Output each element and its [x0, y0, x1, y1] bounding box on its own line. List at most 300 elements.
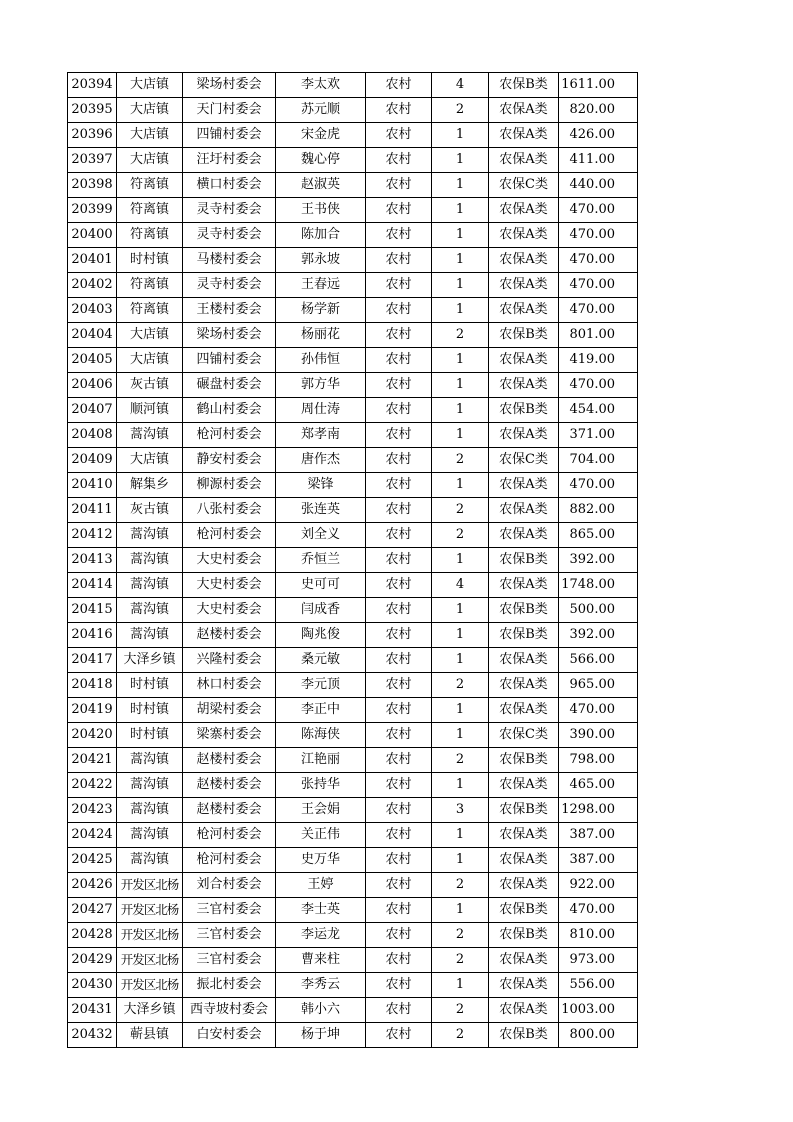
- village-committee-cell: 八张村委会: [183, 498, 276, 523]
- household-type-cell: 农村: [366, 273, 432, 298]
- amount-cell: 470.00: [559, 223, 638, 248]
- record-id-cell: 20419: [68, 698, 117, 723]
- record-id-cell: 20397: [68, 148, 117, 173]
- town-cell: 顺河镇: [117, 398, 183, 423]
- amount-cell: 1003.00: [559, 998, 638, 1023]
- insurance-class-cell: 农保A类: [489, 348, 559, 373]
- insurance-class-cell: 农保A类: [489, 473, 559, 498]
- table-row: [68, 148, 638, 173]
- town-cell: 蒿沟镇: [117, 798, 183, 823]
- member-count-cell: 1: [432, 848, 489, 873]
- record-id-cell: 20409: [68, 448, 117, 473]
- village-committee-cell: 枪河村委会: [183, 523, 276, 548]
- insurance-class-cell: 农保A类: [489, 698, 559, 723]
- insurance-class-cell: 农保C类: [489, 173, 559, 198]
- insurance-class-cell: 农保A类: [489, 423, 559, 448]
- member-count-cell: 1: [432, 223, 489, 248]
- town-cell: 灰古镇: [117, 373, 183, 398]
- household-type-cell: 农村: [366, 698, 432, 723]
- village-committee-cell: 兴隆村委会: [183, 648, 276, 673]
- household-type-cell: 农村: [366, 148, 432, 173]
- record-id-cell: 20395: [68, 98, 117, 123]
- record-id-cell: 20411: [68, 498, 117, 523]
- name-cell: 周仕涛: [276, 398, 366, 423]
- table-row: [68, 298, 638, 323]
- village-committee-cell: 灵寺村委会: [183, 273, 276, 298]
- town-cell: 灰古镇: [117, 498, 183, 523]
- amount-cell: 865.00: [559, 523, 638, 548]
- amount-cell: 470.00: [559, 198, 638, 223]
- name-cell: 孙伟恒: [276, 348, 366, 373]
- household-type-cell: 农村: [366, 423, 432, 448]
- table-row: [68, 698, 638, 723]
- name-cell: 张持华: [276, 773, 366, 798]
- record-id-cell: 20399: [68, 198, 117, 223]
- town-cell: 蒿沟镇: [117, 773, 183, 798]
- insurance-class-cell: 农保A类: [489, 223, 559, 248]
- table-row: [68, 198, 638, 223]
- insurance-class-cell: 农保A类: [489, 948, 559, 973]
- household-type-cell: 农村: [366, 923, 432, 948]
- insurance-class-cell: 农保B类: [489, 623, 559, 648]
- household-type-cell: 农村: [366, 298, 432, 323]
- table-row: [68, 598, 638, 623]
- record-id-cell: 20413: [68, 548, 117, 573]
- table-row: [68, 523, 638, 548]
- village-committee-cell: 胡梁村委会: [183, 698, 276, 723]
- amount-cell: 470.00: [559, 298, 638, 323]
- table-row: [68, 748, 638, 773]
- insurance-class-cell: 农保B类: [489, 898, 559, 923]
- town-cell: 开发区北杨: [117, 898, 183, 923]
- village-committee-cell: 梁场村委会: [183, 73, 276, 98]
- record-id-cell: 20406: [68, 373, 117, 398]
- member-count-cell: 1: [432, 248, 489, 273]
- record-id-cell: 20394: [68, 73, 117, 98]
- table-row: [68, 923, 638, 948]
- insurance-class-cell: 农保B类: [489, 73, 559, 98]
- town-cell: 时村镇: [117, 723, 183, 748]
- member-count-cell: 2: [432, 748, 489, 773]
- town-cell: 符离镇: [117, 298, 183, 323]
- amount-cell: 798.00: [559, 748, 638, 773]
- amount-cell: 440.00: [559, 173, 638, 198]
- name-cell: 杨学新: [276, 298, 366, 323]
- town-cell: 蒿沟镇: [117, 848, 183, 873]
- member-count-cell: 2: [432, 998, 489, 1023]
- record-id-cell: 20420: [68, 723, 117, 748]
- town-cell: 符离镇: [117, 223, 183, 248]
- household-type-cell: 农村: [366, 798, 432, 823]
- table-row: [68, 823, 638, 848]
- insurance-class-cell: 农保A类: [489, 998, 559, 1023]
- household-type-cell: 农村: [366, 973, 432, 998]
- village-committee-cell: 林口村委会: [183, 673, 276, 698]
- town-cell: 蒿沟镇: [117, 573, 183, 598]
- record-id-cell: 20405: [68, 348, 117, 373]
- village-committee-cell: 梁寨村委会: [183, 723, 276, 748]
- insurance-class-cell: 农保B类: [489, 398, 559, 423]
- village-committee-cell: 赵楼村委会: [183, 623, 276, 648]
- record-id-cell: 20431: [68, 998, 117, 1023]
- name-cell: 刘全义: [276, 523, 366, 548]
- record-id-cell: 20417: [68, 648, 117, 673]
- village-committee-cell: 大史村委会: [183, 548, 276, 573]
- record-id-cell: 20422: [68, 773, 117, 798]
- insurance-class-cell: 农保A类: [489, 648, 559, 673]
- member-count-cell: 1: [432, 473, 489, 498]
- insurance-class-cell: 农保A类: [489, 673, 559, 698]
- name-cell: 杨丽花: [276, 323, 366, 348]
- insurance-class-cell: 农保B类: [489, 598, 559, 623]
- name-cell: 曹来柱: [276, 948, 366, 973]
- amount-cell: 387.00: [559, 823, 638, 848]
- household-type-cell: 农村: [366, 848, 432, 873]
- amount-cell: 426.00: [559, 123, 638, 148]
- village-committee-cell: 三官村委会: [183, 948, 276, 973]
- name-cell: 张连英: [276, 498, 366, 523]
- household-type-cell: 农村: [366, 873, 432, 898]
- record-id-cell: 20430: [68, 973, 117, 998]
- member-count-cell: 1: [432, 548, 489, 573]
- member-count-cell: 2: [432, 948, 489, 973]
- table-row: [68, 723, 638, 748]
- member-count-cell: 1: [432, 698, 489, 723]
- amount-cell: 704.00: [559, 448, 638, 473]
- name-cell: 郑孝南: [276, 423, 366, 448]
- name-cell: 乔恒兰: [276, 548, 366, 573]
- name-cell: 李太欢: [276, 73, 366, 98]
- insurance-class-cell: 农保A类: [489, 573, 559, 598]
- member-count-cell: 1: [432, 173, 489, 198]
- amount-cell: 800.00: [559, 1023, 638, 1048]
- village-committee-cell: 振北村委会: [183, 973, 276, 998]
- record-id-cell: 20401: [68, 248, 117, 273]
- town-cell: 时村镇: [117, 248, 183, 273]
- member-count-cell: 1: [432, 623, 489, 648]
- amount-cell: 882.00: [559, 498, 638, 523]
- insurance-class-cell: 农保B类: [489, 798, 559, 823]
- record-id-cell: 20428: [68, 923, 117, 948]
- member-count-cell: 1: [432, 398, 489, 423]
- insurance-class-cell: 农保C类: [489, 723, 559, 748]
- member-count-cell: 2: [432, 873, 489, 898]
- table-row: [68, 623, 638, 648]
- household-type-cell: 农村: [366, 523, 432, 548]
- name-cell: 王书侠: [276, 198, 366, 223]
- amount-cell: 419.00: [559, 348, 638, 373]
- member-count-cell: 1: [432, 273, 489, 298]
- member-count-cell: 1: [432, 648, 489, 673]
- village-committee-cell: 天门村委会: [183, 98, 276, 123]
- town-cell: 开发区北杨: [117, 973, 183, 998]
- amount-cell: 411.00: [559, 148, 638, 173]
- table-row: [68, 248, 638, 273]
- town-cell: 大泽乡镇: [117, 648, 183, 673]
- town-cell: 符离镇: [117, 273, 183, 298]
- name-cell: 陈海侠: [276, 723, 366, 748]
- village-committee-cell: 枪河村委会: [183, 823, 276, 848]
- insurance-class-cell: 农保A类: [489, 273, 559, 298]
- table-row: [68, 173, 638, 198]
- record-id-cell: 20416: [68, 623, 117, 648]
- table-row: [68, 223, 638, 248]
- insurance-class-cell: 农保A类: [489, 123, 559, 148]
- member-count-cell: 1: [432, 973, 489, 998]
- name-cell: 王春远: [276, 273, 366, 298]
- member-count-cell: 1: [432, 598, 489, 623]
- village-committee-cell: 汪圩村委会: [183, 148, 276, 173]
- record-id-cell: 20429: [68, 948, 117, 973]
- household-type-cell: 农村: [366, 123, 432, 148]
- name-cell: 王会娟: [276, 798, 366, 823]
- village-committee-cell: 鹤山村委会: [183, 398, 276, 423]
- amount-cell: 1298.00: [559, 798, 638, 823]
- village-committee-cell: 柳源村委会: [183, 473, 276, 498]
- name-cell: 赵淑英: [276, 173, 366, 198]
- relief-roster-table: [67, 72, 638, 1048]
- record-id-cell: 20432: [68, 1023, 117, 1048]
- table-row: [68, 273, 638, 298]
- village-committee-cell: 三官村委会: [183, 898, 276, 923]
- amount-cell: 392.00: [559, 623, 638, 648]
- table-row: [68, 973, 638, 998]
- member-count-cell: 1: [432, 898, 489, 923]
- amount-cell: 810.00: [559, 923, 638, 948]
- village-committee-cell: 灵寺村委会: [183, 198, 276, 223]
- village-committee-cell: 赵楼村委会: [183, 773, 276, 798]
- village-committee-cell: 刘合村委会: [183, 873, 276, 898]
- table-row: [68, 373, 638, 398]
- insurance-class-cell: 农保A类: [489, 823, 559, 848]
- record-id-cell: 20408: [68, 423, 117, 448]
- insurance-class-cell: 农保A类: [489, 773, 559, 798]
- member-count-cell: 2: [432, 448, 489, 473]
- table-row: [68, 323, 638, 348]
- village-committee-cell: 马楼村委会: [183, 248, 276, 273]
- member-count-cell: 1: [432, 723, 489, 748]
- member-count-cell: 1: [432, 298, 489, 323]
- member-count-cell: 1: [432, 773, 489, 798]
- table-row: [68, 473, 638, 498]
- name-cell: 史可可: [276, 573, 366, 598]
- member-count-cell: 1: [432, 348, 489, 373]
- amount-cell: 470.00: [559, 373, 638, 398]
- name-cell: 郭方华: [276, 373, 366, 398]
- household-type-cell: 农村: [366, 623, 432, 648]
- name-cell: 李运龙: [276, 923, 366, 948]
- name-cell: 苏元顺: [276, 98, 366, 123]
- amount-cell: 465.00: [559, 773, 638, 798]
- village-committee-cell: 白安村委会: [183, 1023, 276, 1048]
- member-count-cell: 1: [432, 373, 489, 398]
- insurance-class-cell: 农保A类: [489, 873, 559, 898]
- insurance-class-cell: 农保A类: [489, 848, 559, 873]
- table-row: [68, 648, 638, 673]
- insurance-class-cell: 农保A类: [489, 373, 559, 398]
- member-count-cell: 3: [432, 798, 489, 823]
- household-type-cell: 农村: [366, 548, 432, 573]
- household-type-cell: 农村: [366, 498, 432, 523]
- amount-cell: 820.00: [559, 98, 638, 123]
- record-id-cell: 20414: [68, 573, 117, 598]
- name-cell: 李秀云: [276, 973, 366, 998]
- village-committee-cell: 王楼村委会: [183, 298, 276, 323]
- village-committee-cell: 灵寺村委会: [183, 223, 276, 248]
- table-row: [68, 873, 638, 898]
- household-type-cell: 农村: [366, 248, 432, 273]
- record-id-cell: 20427: [68, 898, 117, 923]
- member-count-cell: 1: [432, 423, 489, 448]
- household-type-cell: 农村: [366, 98, 432, 123]
- record-id-cell: 20400: [68, 223, 117, 248]
- amount-cell: 470.00: [559, 898, 638, 923]
- town-cell: 解集乡: [117, 473, 183, 498]
- village-committee-cell: 三官村委会: [183, 923, 276, 948]
- insurance-class-cell: 农保A类: [489, 98, 559, 123]
- name-cell: 史万华: [276, 848, 366, 873]
- insurance-class-cell: 农保C类: [489, 448, 559, 473]
- town-cell: 开发区北杨: [117, 948, 183, 973]
- record-id-cell: 20424: [68, 823, 117, 848]
- household-type-cell: 农村: [366, 573, 432, 598]
- table-row: [68, 98, 638, 123]
- household-type-cell: 农村: [366, 323, 432, 348]
- record-id-cell: 20403: [68, 298, 117, 323]
- table-row: [68, 948, 638, 973]
- amount-cell: 470.00: [559, 473, 638, 498]
- household-type-cell: 农村: [366, 223, 432, 248]
- village-committee-cell: 四铺村委会: [183, 123, 276, 148]
- table-row: [68, 1023, 638, 1048]
- household-type-cell: 农村: [366, 723, 432, 748]
- insurance-class-cell: 农保B类: [489, 748, 559, 773]
- member-count-cell: 2: [432, 98, 489, 123]
- table-row: [68, 573, 638, 598]
- town-cell: 大店镇: [117, 348, 183, 373]
- household-type-cell: 农村: [366, 748, 432, 773]
- town-cell: 大泽乡镇: [117, 998, 183, 1023]
- member-count-cell: 1: [432, 123, 489, 148]
- amount-cell: 801.00: [559, 323, 638, 348]
- table-row: [68, 423, 638, 448]
- amount-cell: 965.00: [559, 673, 638, 698]
- town-cell: 蒿沟镇: [117, 548, 183, 573]
- record-id-cell: 20410: [68, 473, 117, 498]
- amount-cell: 470.00: [559, 273, 638, 298]
- name-cell: 闫成香: [276, 598, 366, 623]
- member-count-cell: 2: [432, 498, 489, 523]
- member-count-cell: 1: [432, 198, 489, 223]
- village-committee-cell: 枪河村委会: [183, 423, 276, 448]
- amount-cell: 500.00: [559, 598, 638, 623]
- table-row: [68, 498, 638, 523]
- town-cell: 蒿沟镇: [117, 598, 183, 623]
- member-count-cell: 2: [432, 523, 489, 548]
- household-type-cell: 农村: [366, 898, 432, 923]
- table-row: [68, 348, 638, 373]
- household-type-cell: 农村: [366, 73, 432, 98]
- record-id-cell: 20421: [68, 748, 117, 773]
- town-cell: 大店镇: [117, 448, 183, 473]
- household-type-cell: 农村: [366, 448, 432, 473]
- table-row: [68, 773, 638, 798]
- name-cell: 李士英: [276, 898, 366, 923]
- name-cell: 李元顶: [276, 673, 366, 698]
- member-count-cell: 2: [432, 1023, 489, 1048]
- table-row: [68, 673, 638, 698]
- table-row: [68, 398, 638, 423]
- village-committee-cell: 四铺村委会: [183, 348, 276, 373]
- record-id-cell: 20404: [68, 323, 117, 348]
- member-count-cell: 2: [432, 923, 489, 948]
- record-id-cell: 20412: [68, 523, 117, 548]
- village-committee-cell: 西寺坡村委会: [183, 998, 276, 1023]
- household-type-cell: 农村: [366, 598, 432, 623]
- record-id-cell: 20418: [68, 673, 117, 698]
- town-cell: 蕲县镇: [117, 1023, 183, 1048]
- table-body: [68, 73, 638, 1048]
- table-row: [68, 848, 638, 873]
- town-cell: 开发区北杨: [117, 873, 183, 898]
- member-count-cell: 2: [432, 323, 489, 348]
- insurance-class-cell: 农保B类: [489, 323, 559, 348]
- name-cell: 郭永坡: [276, 248, 366, 273]
- amount-cell: 1748.00: [559, 573, 638, 598]
- insurance-class-cell: 农保A类: [489, 298, 559, 323]
- table-row: [68, 73, 638, 98]
- town-cell: 蒿沟镇: [117, 523, 183, 548]
- record-id-cell: 20425: [68, 848, 117, 873]
- name-cell: 韩小六: [276, 998, 366, 1023]
- table-row: [68, 123, 638, 148]
- village-committee-cell: 梁场村委会: [183, 323, 276, 348]
- table-row: [68, 448, 638, 473]
- name-cell: 王婷: [276, 873, 366, 898]
- village-committee-cell: 大史村委会: [183, 573, 276, 598]
- amount-cell: 470.00: [559, 248, 638, 273]
- amount-cell: 556.00: [559, 973, 638, 998]
- household-type-cell: 农村: [366, 998, 432, 1023]
- amount-cell: 973.00: [559, 948, 638, 973]
- household-type-cell: 农村: [366, 673, 432, 698]
- village-committee-cell: 静安村委会: [183, 448, 276, 473]
- village-committee-cell: 大史村委会: [183, 598, 276, 623]
- record-id-cell: 20426: [68, 873, 117, 898]
- member-count-cell: 4: [432, 73, 489, 98]
- insurance-class-cell: 农保B类: [489, 923, 559, 948]
- name-cell: 江艳丽: [276, 748, 366, 773]
- town-cell: 蒿沟镇: [117, 623, 183, 648]
- amount-cell: 387.00: [559, 848, 638, 873]
- name-cell: 宋金虎: [276, 123, 366, 148]
- record-id-cell: 20396: [68, 123, 117, 148]
- insurance-class-cell: 农保A类: [489, 973, 559, 998]
- town-cell: 蒿沟镇: [117, 423, 183, 448]
- name-cell: 唐作杰: [276, 448, 366, 473]
- household-type-cell: 农村: [366, 398, 432, 423]
- name-cell: 陈加合: [276, 223, 366, 248]
- insurance-class-cell: 农保A类: [489, 523, 559, 548]
- amount-cell: 371.00: [559, 423, 638, 448]
- member-count-cell: 1: [432, 148, 489, 173]
- insurance-class-cell: 农保A类: [489, 248, 559, 273]
- village-committee-cell: 赵楼村委会: [183, 748, 276, 773]
- town-cell: 大店镇: [117, 148, 183, 173]
- amount-cell: 566.00: [559, 648, 638, 673]
- household-type-cell: 农村: [366, 1023, 432, 1048]
- name-cell: 梁锋: [276, 473, 366, 498]
